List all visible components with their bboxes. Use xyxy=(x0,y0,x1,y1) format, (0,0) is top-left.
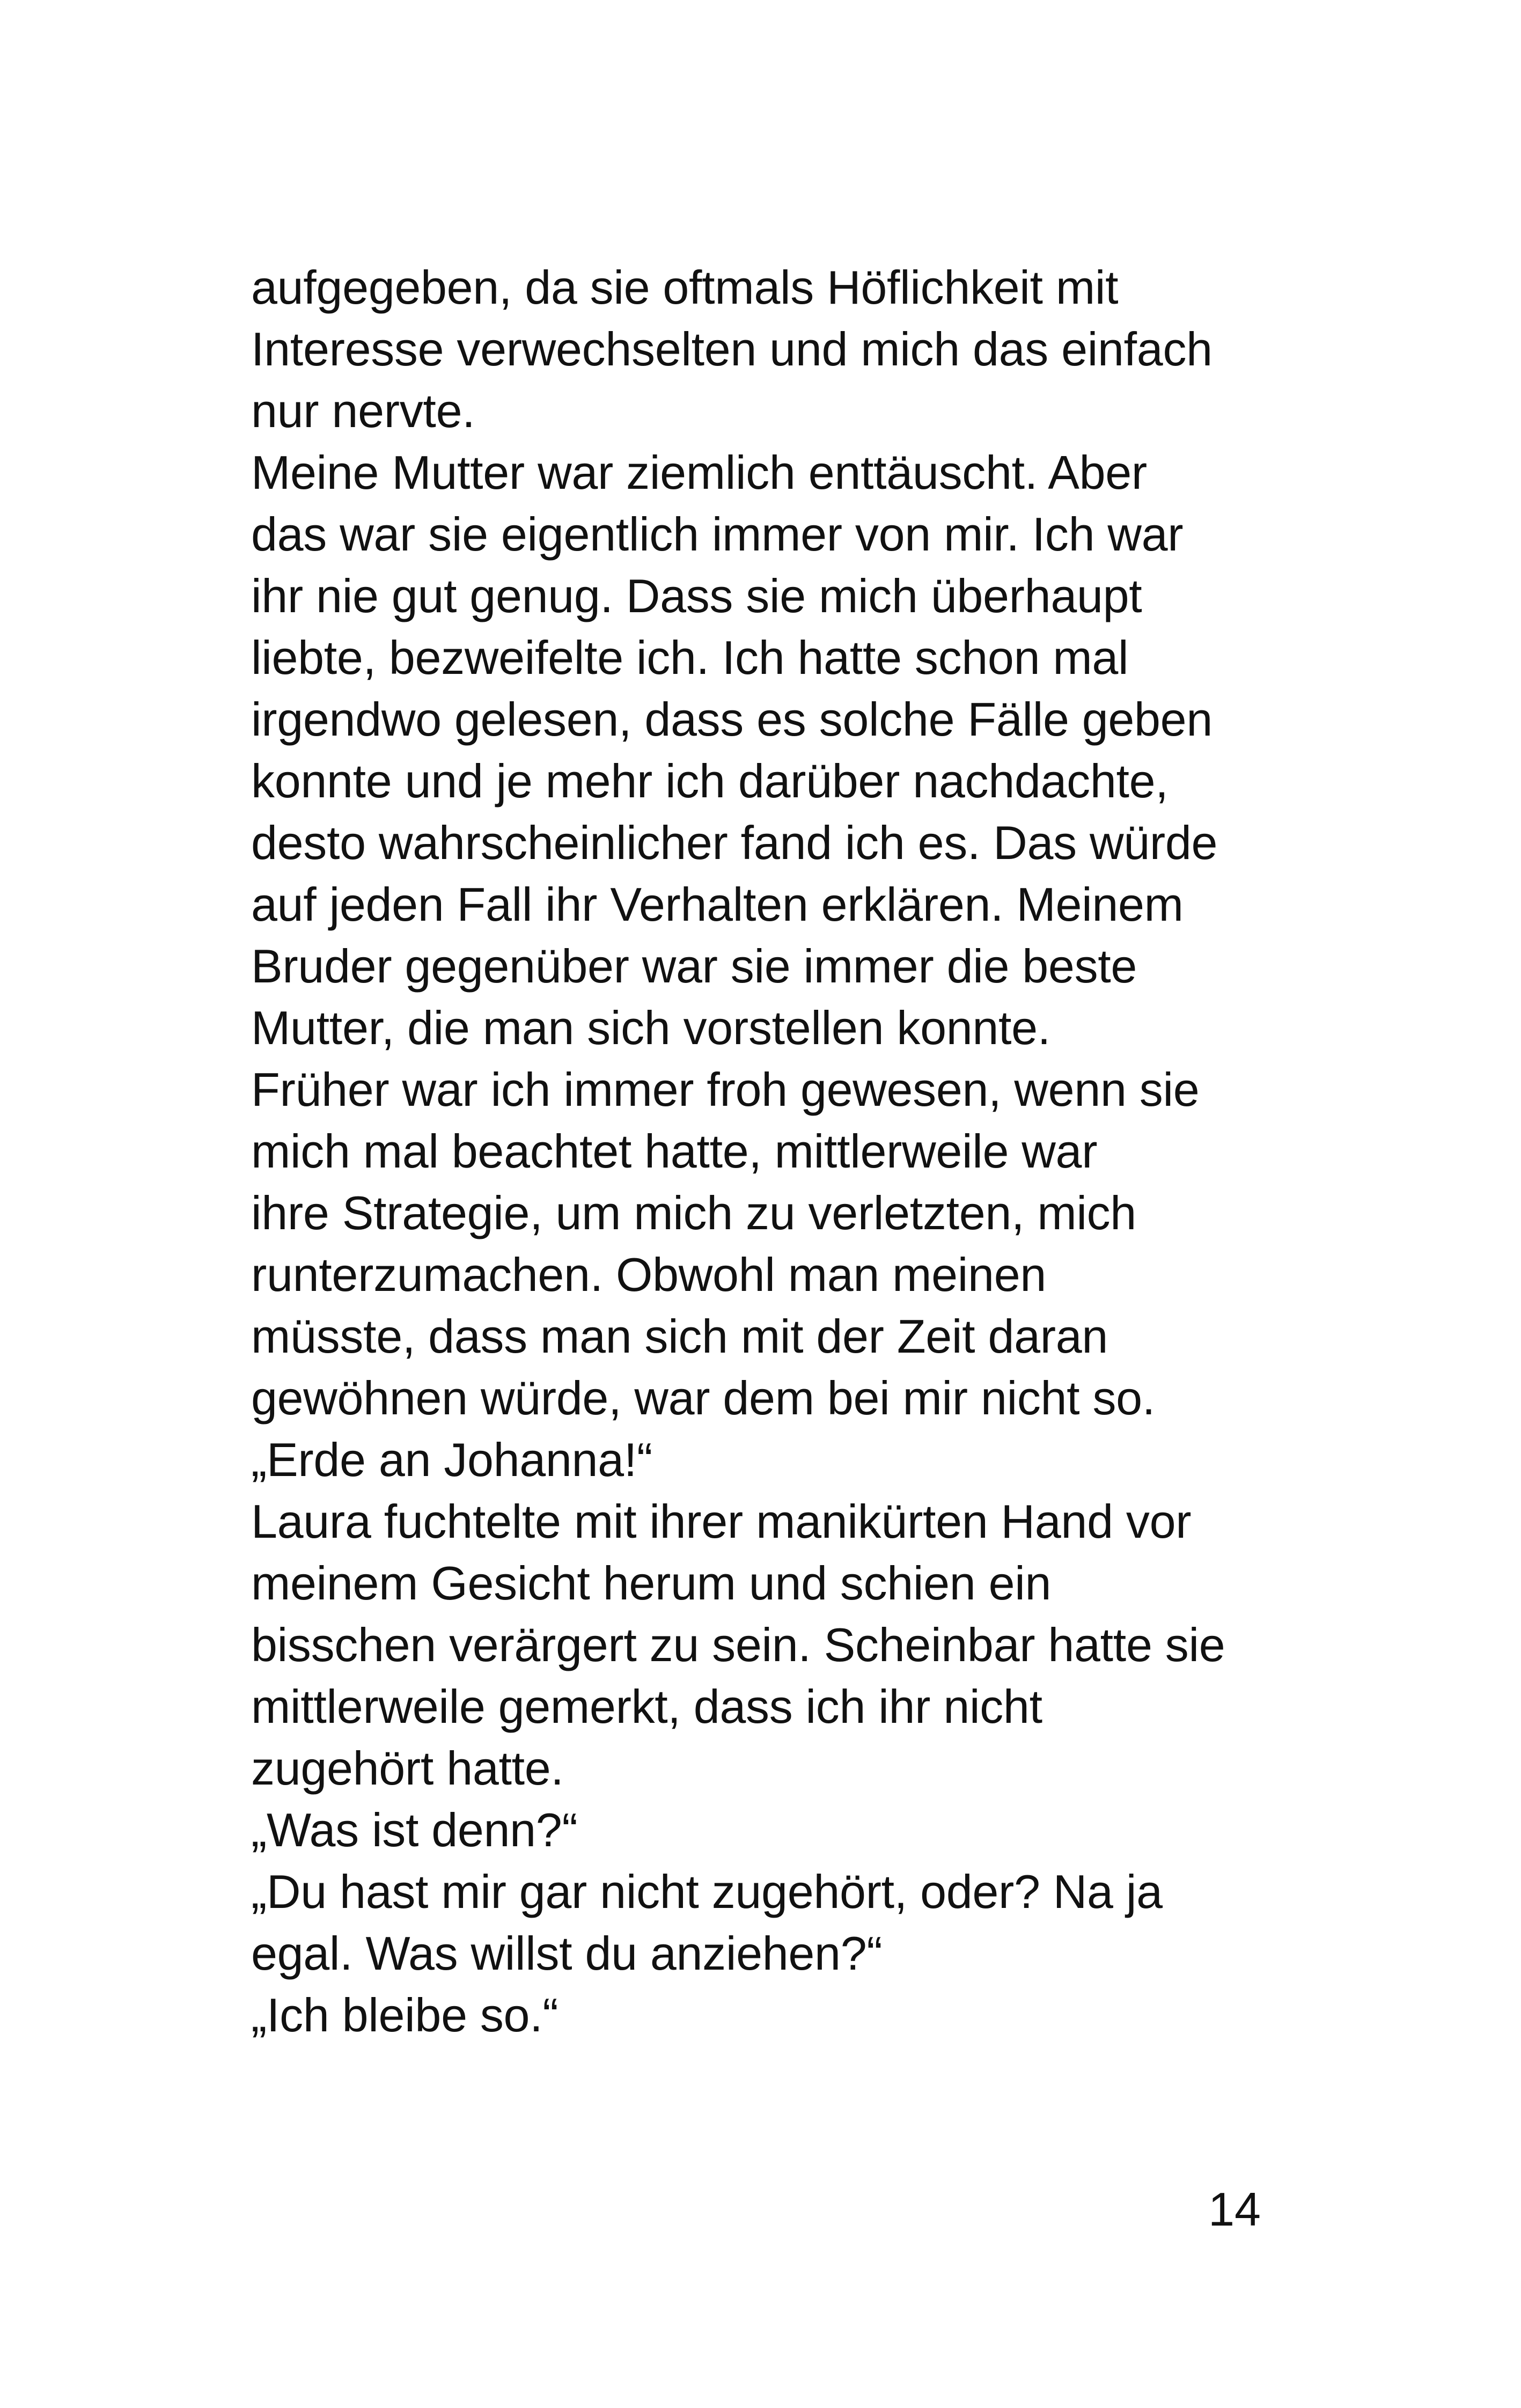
text-line: irgendwo gelesen, dass es solche Fälle geben xyxy=(251,693,1213,746)
text-line: egal. Was willst du anziehen?“ xyxy=(251,1927,883,1980)
text-line: Laura fuchtelte mit ihrer manikürten Hand vor xyxy=(251,1495,1192,1548)
text-line: zugehört hatte. xyxy=(251,1742,564,1795)
text-line: konnte und je mehr ich darüber nachdachte, xyxy=(251,754,1169,807)
text-line: „Ich bleibe so.“ xyxy=(251,1988,559,2042)
text-line: aufgegeben, da sie oftmals Höflichkeit mit xyxy=(251,261,1119,314)
text-line: Mutter, die man sich vorstellen konnte. xyxy=(251,1001,1050,1054)
text-line: nur nervte. xyxy=(251,384,475,437)
text-line: das war sie eigentlich immer von mir. Ich war xyxy=(251,508,1184,561)
text-line: mich mal beachtet hatte, mittlerweile war xyxy=(251,1125,1098,1178)
text-line: meinem Gesicht herum und schien ein xyxy=(251,1557,1052,1610)
text-line: bisschen verärgert zu sein. Scheinbar hatte sie xyxy=(251,1618,1225,1671)
text-line: „Du hast mir gar nicht zugehört, oder? Na ja xyxy=(251,1865,1163,1918)
text-line: auf jeden Fall ihr Verhalten erklären. Meinem xyxy=(251,878,1184,931)
body-text xyxy=(251,256,1292,2046)
text-line: Früher war ich immer froh gewesen, wenn sie xyxy=(251,1063,1200,1116)
text-line: gewöhnen würde, war dem bei mir nicht so. xyxy=(251,1371,1155,1425)
page-number: 14 xyxy=(1208,2183,1261,2236)
text-line: „Erde an Johanna!“ xyxy=(251,1433,652,1486)
text-line: müsste, dass man sich mit der Zeit daran xyxy=(251,1310,1108,1363)
text-line: liebte, bezweifelte ich. Ich hatte schon mal xyxy=(251,631,1129,684)
text-line: Interesse verwechselten und mich das einfach xyxy=(251,322,1213,376)
text-line: desto wahrscheinlicher fand ich es. Das würde xyxy=(251,816,1218,869)
text-line: ihr nie gut genug. Dass sie mich überhaupt xyxy=(251,569,1142,622)
text-line: ihre Strategie, um mich zu verletzten, mich xyxy=(251,1186,1136,1239)
text-line: runterzumachen. Obwohl man meinen xyxy=(251,1248,1046,1301)
text-line: „Was ist denn?“ xyxy=(251,1803,578,1856)
text-line: mittlerweile gemerkt, dass ich ihr nicht xyxy=(251,1680,1042,1733)
text-line: Bruder gegenüber war sie immer die beste xyxy=(251,939,1137,993)
text-line: Meine Mutter war ziemlich enttäuscht. Aber xyxy=(251,446,1147,499)
